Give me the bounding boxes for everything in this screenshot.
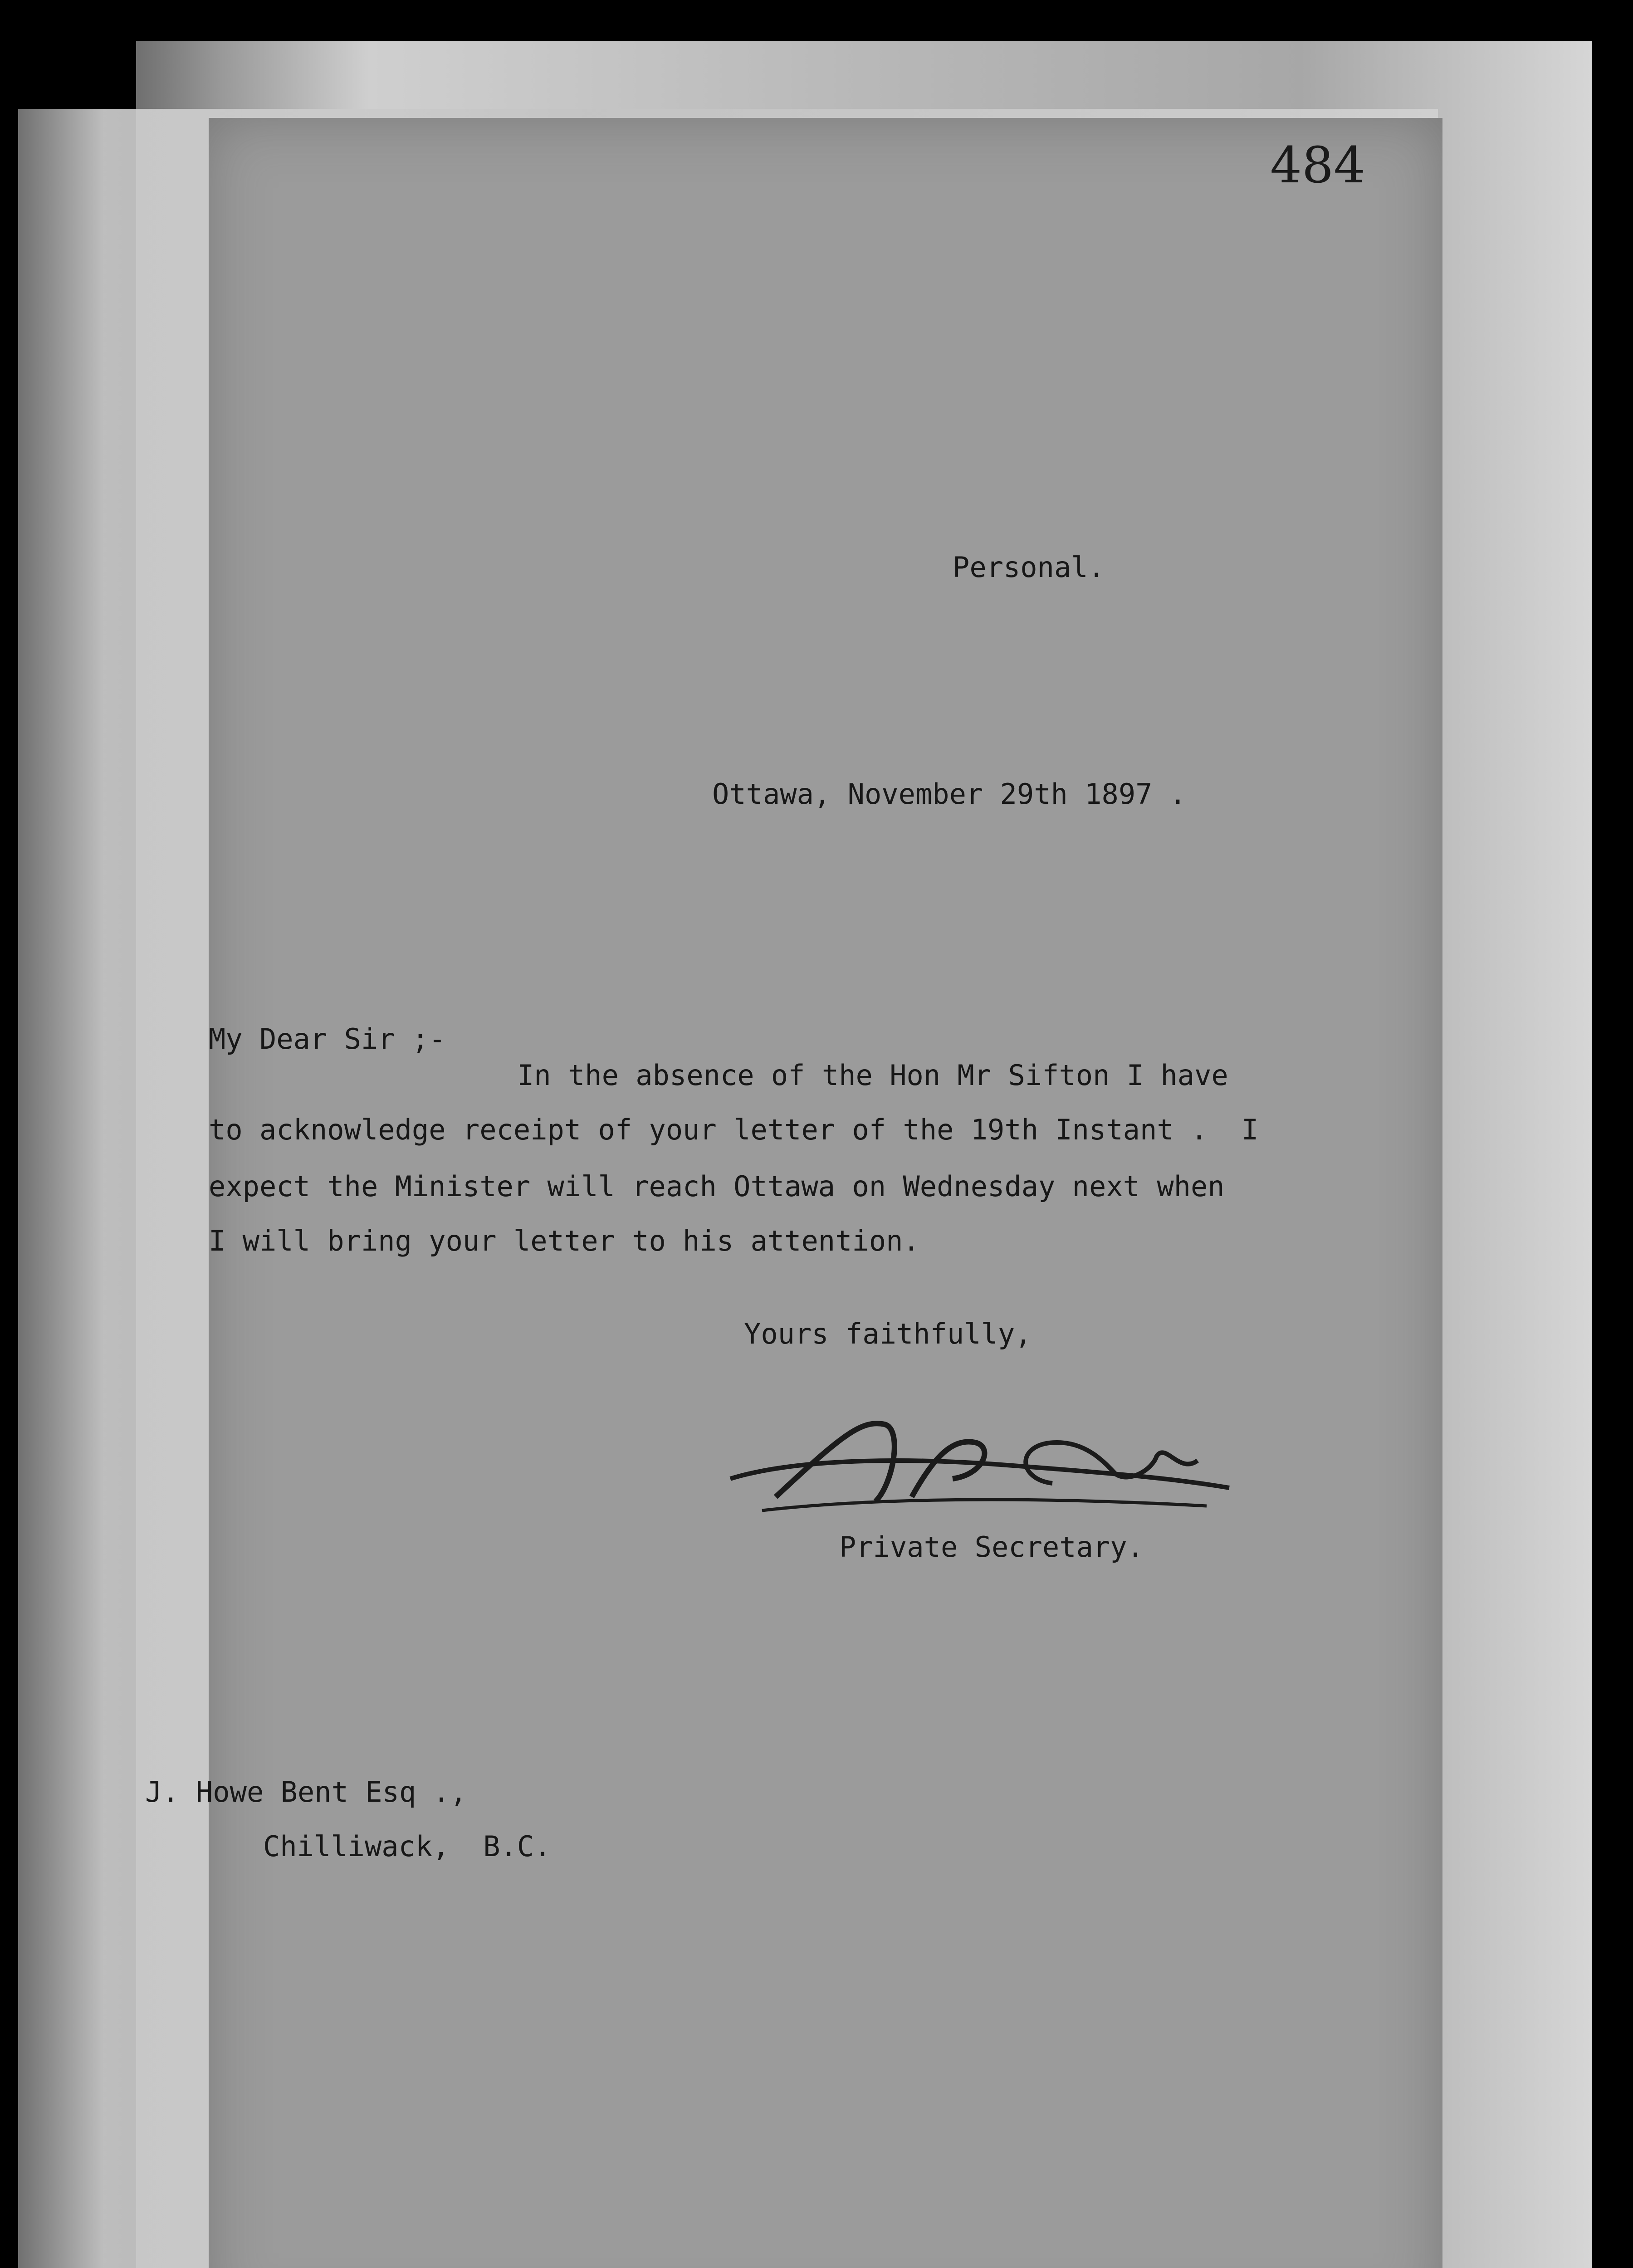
addressee-name: J. Howe Bent Esq .,	[145, 1775, 467, 1809]
signatory-title: Private Secretary.	[839, 1530, 1144, 1564]
letter-body-line-4: I will bring your letter to his attention.	[209, 1224, 920, 1257]
folio-number: 484	[1270, 136, 1365, 194]
letter-marking: Personal.	[953, 551, 1105, 584]
letter-salutation: My Dear Sir ;-	[209, 1022, 446, 1056]
letter-body-line-2: to acknowledge receipt of your letter of the 19th Instant . I	[209, 1113, 1259, 1146]
letter-closing: Yours faithfully,	[744, 1317, 1032, 1350]
letter-body-line-3: expect the Minister will reach Ottawa on Wednesday next when	[209, 1170, 1225, 1203]
addressee-place: Chilliwack, B.C.	[263, 1830, 551, 1863]
signature	[699, 1383, 1252, 1533]
letter-page	[209, 118, 1442, 2268]
letter-body-line-1: In the absence of the Hon Mr Sifton I have	[517, 1059, 1228, 1092]
letter-dateline: Ottawa, November 29th 1897 .	[712, 777, 1187, 811]
